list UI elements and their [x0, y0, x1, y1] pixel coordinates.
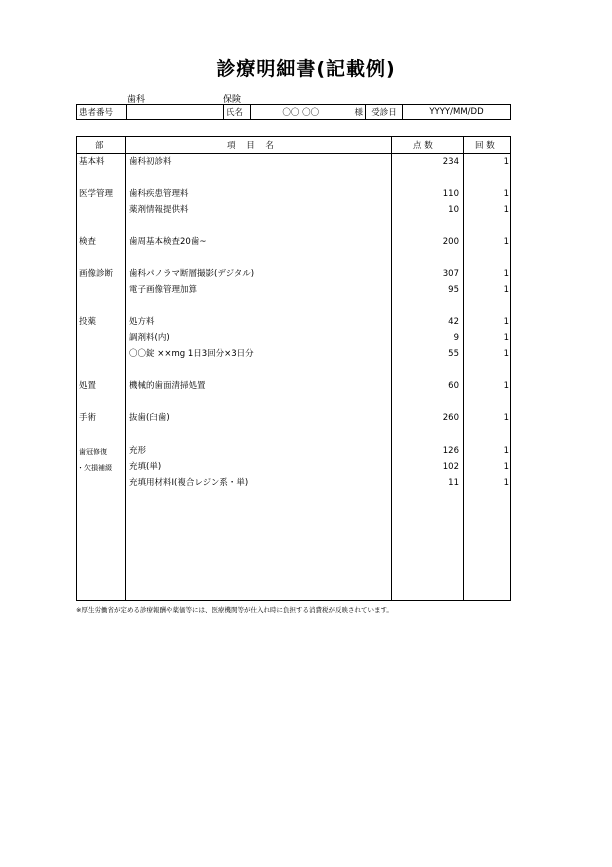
points-cell: 102 [442, 462, 459, 472]
dept-cell: 手術 [79, 413, 97, 423]
patient-name-value [251, 105, 366, 120]
points-cell: 10 [448, 205, 459, 215]
points-cell: 260 [442, 413, 459, 423]
count-cell: 1 [503, 237, 509, 247]
dept-cell: 検査 [79, 237, 97, 247]
points-cell: 55 [448, 349, 459, 359]
count-cell: 1 [503, 269, 509, 279]
footnote: ※厚生労働省が定める診療報酬や薬価等には、医療機関等が仕入れ時に負担する消費税が反映されています。 [76, 606, 393, 614]
visit-date-value: YYYY/MM/DD [403, 105, 511, 120]
item-cell: 薬剤情報提供料 [129, 205, 189, 215]
dept-cell: 基本料 [79, 157, 105, 167]
points-cell: 42 [448, 317, 459, 327]
count-cell: 1 [503, 285, 509, 295]
item-cell: 充填用材料Ⅰ(複合レジン系・単) [129, 478, 249, 488]
page-title: 診療明細書(記載例) [216, 58, 396, 80]
patient-number-value [127, 105, 224, 120]
points-cell: 200 [442, 237, 459, 247]
item-cell: 機械的歯面清掃処置 [129, 381, 206, 391]
points-cell: 9 [453, 333, 459, 343]
count-cell: 1 [503, 349, 509, 359]
points-cell: 307 [442, 269, 459, 279]
header-divider [77, 153, 510, 154]
column-header-dept: 部 [95, 141, 104, 151]
patient-name-text: 〇〇 〇〇 [282, 108, 320, 118]
item-cell: 歯周基本検査20歯~ [129, 237, 207, 247]
column-divider [125, 137, 126, 600]
count-cell: 1 [503, 317, 509, 327]
column-header-count: 回 数 [475, 141, 495, 151]
item-cell: 充形 [129, 446, 147, 456]
item-cell: 歯科初診料 [129, 157, 172, 167]
item-cell: 歯科パノラマ断層撮影(デジタル) [129, 269, 255, 279]
count-cell: 1 [503, 462, 509, 472]
patient-info-table [76, 104, 511, 120]
name-label: 氏名 [224, 105, 251, 120]
department-label: 歯科 [127, 95, 146, 105]
count-cell: 1 [503, 189, 509, 199]
points-cell: 110 [442, 189, 459, 199]
dept-cell: 処置 [79, 381, 97, 391]
dept-cell: 投薬 [79, 317, 97, 327]
item-cell: 調剤料(内) [129, 333, 170, 343]
dept-cell: 画像診断 [79, 269, 114, 279]
honorific-text: 様 [354, 108, 363, 118]
item-cell: 抜歯(臼歯) [129, 413, 170, 423]
column-divider [391, 137, 392, 600]
points-cell: 60 [448, 381, 459, 391]
count-cell: 1 [503, 205, 509, 215]
count-cell: 1 [503, 333, 509, 343]
count-cell: 1 [503, 446, 509, 456]
patient-number-label: 患者番号 [77, 105, 127, 120]
item-cell: 歯科疾患管理料 [129, 189, 189, 199]
item-cell: 〇〇錠 ××mg 1日3回分×3日分 [129, 349, 254, 359]
item-cell: 処方料 [129, 317, 155, 327]
dept-cell: 医学管理 [79, 189, 114, 199]
points-cell: 234 [442, 157, 459, 167]
details-table [76, 136, 511, 601]
count-cell: 1 [503, 157, 509, 167]
count-cell: 1 [503, 413, 509, 423]
item-cell: 電子画像管理加算 [129, 285, 198, 295]
column-divider [463, 137, 464, 600]
item-cell: 充填(単) [129, 462, 162, 472]
dept-cell: 歯冠修復 [79, 448, 107, 456]
dept-cell: ・欠損補綴 [77, 464, 112, 472]
points-cell: 11 [448, 478, 459, 488]
column-header-points: 点 数 [413, 141, 433, 151]
insurance-label: 保険 [223, 95, 242, 105]
points-cell: 126 [442, 446, 459, 456]
column-header-item: 項 目 名 [227, 141, 278, 151]
points-cell: 95 [448, 285, 459, 295]
visit-date-label: 受診日 [366, 105, 403, 120]
count-cell: 1 [503, 381, 509, 391]
count-cell: 1 [503, 478, 509, 488]
